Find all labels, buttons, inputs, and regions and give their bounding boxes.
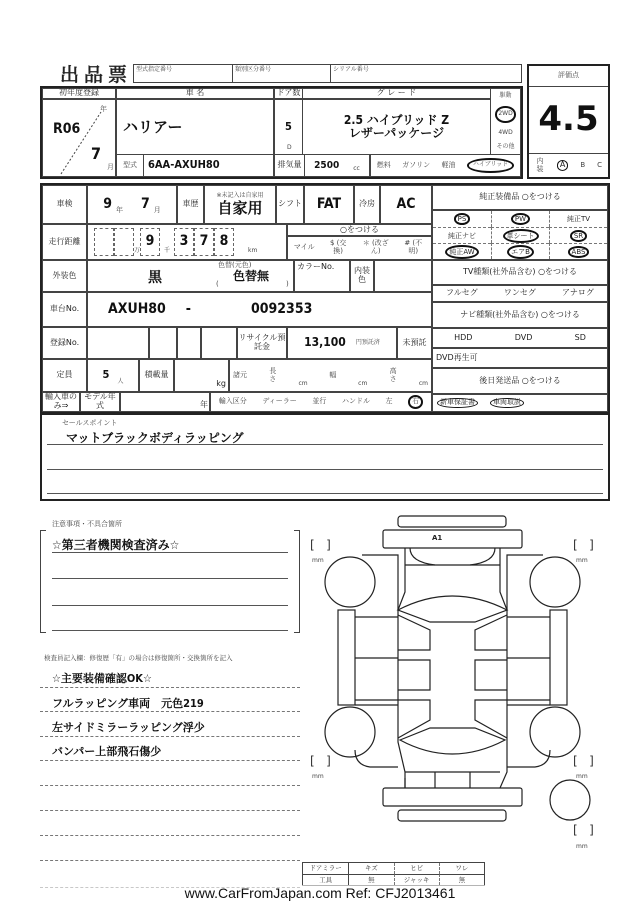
grade-label: グ レ ー ド xyxy=(302,88,491,99)
mileage-label: 走行距離 xyxy=(42,224,87,260)
legend-cell: 無 xyxy=(348,874,393,885)
equip-leather: 革シート xyxy=(503,229,539,243)
equip-tv: 純正TV xyxy=(549,211,607,227)
type-designation-field: 型式指定番号 xyxy=(133,64,233,83)
ac-cell: AC xyxy=(380,185,432,224)
mileage-mark-header: ○をつける xyxy=(287,224,432,236)
doors-cell: 5 D xyxy=(274,99,303,155)
reg-label: 登録No. xyxy=(42,327,87,359)
handle-right: 右 xyxy=(408,395,423,409)
legend-cell: ヒビ xyxy=(394,863,439,874)
equip-ps: PS xyxy=(454,213,471,225)
name-cell: ハリアー xyxy=(116,99,274,155)
wheel-front-left xyxy=(325,557,375,607)
hood-windshield xyxy=(398,596,507,622)
later-manual: 車両取説 xyxy=(490,398,524,408)
fuel-gasoline: ガソリン xyxy=(402,160,431,169)
navi-header: ナビ種類(社外品含む) ○をつける xyxy=(432,302,608,328)
capacity-label: 定員 xyxy=(42,359,87,392)
inspector-line: ☆主要装備確認OK☆ xyxy=(52,672,152,685)
sales-point-box xyxy=(40,413,610,501)
wheel-rear-right xyxy=(530,707,580,757)
drive-4wd: 4WD xyxy=(498,129,513,137)
recycle-cell: 13,100 円預託済 xyxy=(287,327,397,359)
mileage-marks: マイル $ (交換) ＊ (改ざん) # (不明) xyxy=(287,236,432,260)
tread-unit: mm xyxy=(576,773,588,780)
shift-label: シフト xyxy=(276,185,304,224)
name-label: 車 名 xyxy=(116,88,274,99)
inspector-label: 検査員記入欄：修復歴「有」の場合は修復箇所・交換箇所を記入 xyxy=(44,654,233,662)
tread-unit: mm xyxy=(312,773,324,780)
first-reg-label: 初年度登録 xyxy=(42,88,116,99)
reg-cell xyxy=(87,327,149,359)
wheel-front-right xyxy=(530,557,580,607)
navi-row: HDD DVD SD xyxy=(432,328,608,348)
doors-label: ドア数 xyxy=(274,88,303,99)
tread-unit: mm xyxy=(312,557,324,564)
equip-sr: SR xyxy=(570,230,587,242)
damage-mark-a1: A1 xyxy=(432,534,443,542)
tread-front-right: [ ] xyxy=(573,538,594,552)
color-no-label: カラーNo. xyxy=(294,260,350,292)
vehicle-box xyxy=(40,86,523,179)
rear-bumper-bottom xyxy=(398,810,506,821)
tread-front-left: [ ] xyxy=(310,538,331,552)
chassis-cell: AXUH80 - 0092353 xyxy=(87,292,432,327)
footer-watermark: www.CarFromJapan.com Ref: CFJ2013461 xyxy=(0,885,640,901)
inspector-line: フルラッピング車両 元色219 xyxy=(52,697,204,710)
history-label: 車歴 xyxy=(177,185,204,224)
tread-rear-right: [ ] xyxy=(573,754,594,768)
legend-cell: ワレ xyxy=(439,863,484,874)
interior-color-label: 内装色 xyxy=(350,260,374,292)
color-cell: 黒 色替(元色) 色替無 ( ) xyxy=(87,260,294,292)
notes-line: ☆第三者機関検査済み☆ xyxy=(52,538,180,552)
first-reg-cell: R06 年 7 月 xyxy=(42,99,116,177)
chassis-label: 車台No. xyxy=(42,292,87,327)
import-type-cell: 輸入区分 ディーラー 並行 ハンドル 左 右 xyxy=(210,392,432,412)
inspection-label: 車検 xyxy=(42,185,87,224)
model-year-cell: 年 xyxy=(120,392,210,412)
equip-airbag: エアB xyxy=(507,245,534,259)
legend-cell: 工具 xyxy=(303,874,348,885)
category-number-field: 類別区分番号 xyxy=(232,64,331,83)
tread-spare: [ ] xyxy=(573,823,594,837)
recycle-label: リサイクル預託金 xyxy=(237,327,287,359)
sales-point-line: マットブラックボディラッピング xyxy=(66,431,244,445)
dvd-playback: DVD再生可 xyxy=(432,348,608,368)
tread-unit: mm xyxy=(576,557,588,564)
inspector-lines xyxy=(40,665,300,895)
displacement-label: 排気量 xyxy=(274,154,305,177)
legend-cell: 無 xyxy=(439,874,484,885)
evaluation-box xyxy=(527,64,610,179)
inspector-line: 左サイドミラーラッピング浮少 xyxy=(52,721,205,734)
load-cell: kg xyxy=(174,359,229,392)
fuel-hybrid: ハイブリッド xyxy=(467,158,514,173)
mileage-cell: 万 9 千 3 7 8 km xyxy=(87,224,287,260)
evaluation-label: 評価点 xyxy=(529,66,608,87)
later-row xyxy=(432,394,608,412)
rear-window xyxy=(400,728,505,754)
handle-left: 左 xyxy=(385,397,393,406)
serial-number-field: シリアル番号 xyxy=(330,64,522,83)
right-sill xyxy=(550,610,567,705)
notes-bracket xyxy=(40,530,300,633)
equip-navi: 純正ナビ xyxy=(433,227,491,243)
front-bumper-top xyxy=(398,516,506,527)
interior-color-cell xyxy=(374,260,432,292)
drive-2wd: 2WD xyxy=(495,106,515,123)
equipment-header: 純正装備品 ○をつける xyxy=(432,185,608,210)
legend-table xyxy=(302,862,485,886)
shift-cell: FAT xyxy=(304,185,354,224)
sheet-title: 出品票 xyxy=(60,64,133,86)
drive-other: その他 xyxy=(496,142,515,150)
legend-cell: ジャッキ xyxy=(394,874,439,885)
car-damage-diagram xyxy=(300,510,610,860)
equipment-grid xyxy=(432,210,608,260)
recycle-unpaid: 未預託 xyxy=(397,327,432,359)
drive-cell: 駆動 2WD 4WD その他 xyxy=(490,88,521,155)
interior-grade-c: C xyxy=(597,160,603,169)
equip-pw: PW xyxy=(511,213,530,225)
rear-bumper xyxy=(383,788,522,806)
inspection-cell: 9 年 7 月 xyxy=(87,185,177,224)
wheel-rear-left xyxy=(325,707,375,757)
load-label: 積載量 xyxy=(139,359,174,392)
evaluation-score: 4.5 xyxy=(538,99,599,140)
legend-cell: キズ xyxy=(348,863,393,874)
reg-cell xyxy=(201,327,237,359)
history-cell: ※未記入は自家用 自家用 xyxy=(204,185,276,224)
import-label: 輸入車のみ⇒ xyxy=(42,392,80,412)
tread-rear-left: [ ] xyxy=(310,754,331,768)
left-sill xyxy=(338,610,355,705)
legend-cell: ドアミラー xyxy=(309,864,342,872)
reg-cell xyxy=(149,327,177,359)
ac-label: 冷房 xyxy=(354,185,380,224)
grade-cell: 2.5 ハイブリッド Z レザーパッケージ xyxy=(302,99,491,155)
later-header: 後日発送品 ○をつける xyxy=(432,368,608,394)
tread-unit: mm xyxy=(576,843,588,850)
inspector-line: バンパー上部飛石傷少 xyxy=(52,745,162,758)
sales-point-label: セールスポイント xyxy=(62,419,118,427)
reg-cell xyxy=(177,327,201,359)
details-box xyxy=(40,183,610,414)
color-label: 外装色 xyxy=(42,260,87,292)
fuel-cell: 燃料 ガソリン 軽油 ハイブリッド xyxy=(370,154,521,177)
displacement-cell: 2500 cc xyxy=(304,154,370,177)
capacity-cell: 5 人 xyxy=(87,359,139,392)
model-year-label: モデル年式 xyxy=(80,392,120,412)
spec-cell: 諸元 長さ cm 幅 cm 高さ cm xyxy=(229,359,432,392)
later-warranty: 新車保証書 xyxy=(437,398,478,408)
interior-grade-b: B xyxy=(580,160,586,169)
fuel-diesel: 軽油 xyxy=(441,160,456,169)
equip-abs: ABS xyxy=(568,246,590,258)
spare-tire xyxy=(550,780,590,820)
front-bumper xyxy=(383,530,522,548)
interior-grade-row: 内装 A B C xyxy=(529,153,608,177)
tv-header: TV種類(社外品含む) ○をつける xyxy=(432,260,608,285)
equip-aw: 純正AW xyxy=(445,245,478,259)
tv-row: フルセグ ワンセグ アナログ xyxy=(432,285,608,302)
model-cell: 型式 6AA-AXUH80 xyxy=(116,154,274,177)
notes-label: 注意事項・不具合箇所 xyxy=(52,520,122,528)
interior-grade-a: A xyxy=(557,160,568,171)
